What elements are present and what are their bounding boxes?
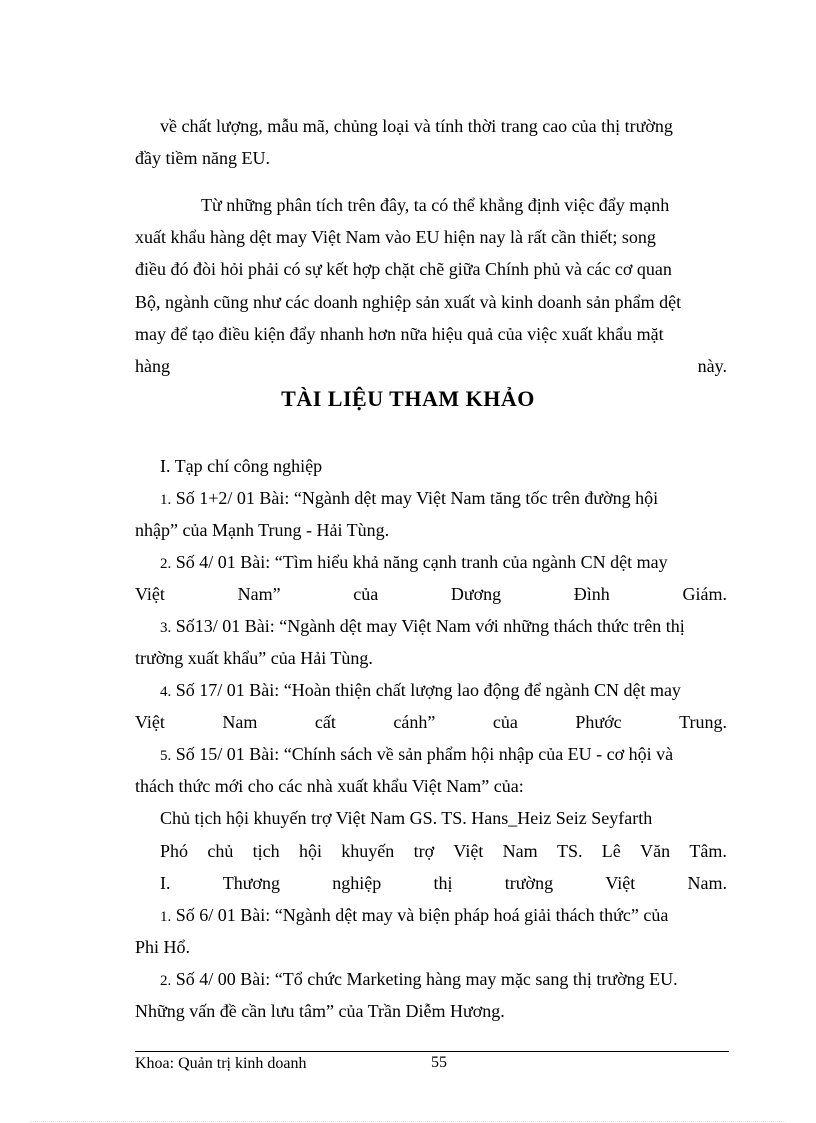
reference-item-line: thách thức mới cho các nhà xuất khẩu Việt Nam” của:	[135, 776, 524, 796]
item-number: 2.	[160, 973, 172, 989]
item-number: 5.	[160, 748, 172, 764]
item-text: Số 1+2/ 01 Bài: “Ngành dệt may Việt Nam tăng tốc trên đường hội	[175, 488, 659, 508]
paragraph-line: may để tạo điều kiện đẩy nhanh hơn nữa hiệu quả của việc xuất khẩu mặt	[135, 324, 664, 344]
item-text: Số 15/ 01 Bài: “Chính sách về sản phẩm hội nhập của EU - cơ hội và	[175, 744, 674, 764]
item-number: 4.	[160, 684, 172, 700]
item-number: 2.	[160, 556, 172, 572]
word: thị	[433, 873, 453, 893]
word: Trung.	[679, 712, 727, 732]
word: hội	[298, 841, 322, 861]
item-number: 3.	[160, 620, 172, 636]
item-number: 1.	[160, 909, 172, 925]
word: tịch	[252, 841, 280, 861]
word: Văn	[640, 841, 671, 861]
item-number: 1.	[160, 492, 172, 508]
paragraph-line: điều đó đòi hỏi phải có sự kết hợp chặt chẽ giữa Chính phủ và các cơ quan	[135, 259, 672, 279]
paragraph-line: về chất lượng, mẫu mã, chủng loại và tính thời trang cao của thị trường	[160, 116, 673, 136]
word: Nam”	[237, 584, 281, 604]
word: Việt	[453, 841, 484, 861]
item-text: Số 4/ 00 Bài: “Tổ chức Marketing hàng may mặc sang thị trường EU.	[175, 969, 678, 989]
reference-item-line: nhập” của Mạnh Trung - Hải Tùng.	[135, 520, 390, 540]
word: của	[353, 584, 379, 604]
word: Việt	[135, 712, 165, 732]
reference-item	[160, 615, 727, 639]
word: Đình	[573, 584, 610, 604]
item-text: Số13/ 01 Bài: “Ngành dệt may Việt Nam với những thách thức trên thị	[175, 616, 685, 636]
references-title: TÀI LIỆU THAM KHẢO	[281, 386, 535, 411]
footer-faculty: Khoa: Quản trị kinh doanh	[135, 1055, 307, 1072]
word: Việt	[605, 873, 636, 893]
reference-item	[160, 487, 727, 511]
word: này.	[697, 356, 727, 376]
reference-item	[160, 968, 727, 992]
word: Phước	[575, 712, 622, 732]
paragraph-line	[135, 355, 727, 377]
word: Nam	[222, 712, 258, 732]
paragraph-line: Bộ, ngành cũng như các doanh nghiệp sản xuất và kinh doanh sản phẩm dệt	[135, 292, 682, 312]
word: Tâm.	[689, 841, 727, 861]
word: nghiệp	[332, 873, 382, 893]
section-heading: I. Tạp chí công nghiệp	[160, 456, 323, 476]
reference-item-line: Phi Hổ.	[135, 937, 191, 957]
paragraph-line: đầy tiềm năng EU.	[135, 148, 270, 168]
word: khuyến	[341, 841, 395, 861]
reference-item	[160, 551, 727, 575]
word: Việt	[135, 584, 165, 604]
reference-item	[160, 743, 727, 767]
word: Nam.	[687, 873, 727, 893]
paragraph-line: Từ những phân tích trên đây, ta có thể khẳng định việc đẩy mạnh	[201, 195, 670, 215]
word: TS.	[556, 841, 583, 861]
page-number: 55	[431, 1054, 447, 1071]
word: Phó	[160, 841, 189, 861]
word: Lê	[601, 841, 621, 861]
word: cánh”	[393, 712, 436, 732]
page-edge-divider	[30, 1121, 786, 1122]
word: chủ	[207, 841, 234, 861]
reference-item-line	[135, 711, 727, 733]
word: Dương	[450, 584, 502, 604]
word: Thương	[222, 873, 281, 893]
reference-item	[160, 679, 727, 703]
word: trợ	[413, 841, 435, 861]
item-text: Số 6/ 01 Bài: “Ngành dệt may và biện pháp hoá giải thách thức” của	[175, 905, 669, 925]
author-line	[160, 840, 727, 862]
reference-item-line	[135, 583, 727, 605]
reference-item-line: Những vấn đề cần lưu tâm” của Trần Diễm Hương.	[135, 1001, 505, 1021]
author-line: Chủ tịch hội khuyến trợ Việt Nam GS. TS. Hans_Heiz Seiz Seyfarth	[160, 808, 653, 828]
footer-rule	[135, 1051, 729, 1052]
word: I.	[160, 873, 171, 893]
word: trường	[504, 873, 554, 893]
word: cất	[314, 712, 336, 732]
section-heading	[160, 872, 727, 894]
paragraph-line: xuất khẩu hàng dệt may Việt Nam vào EU hiện nay là rất cần thiết; song	[135, 227, 656, 247]
reference-item-line: trường xuất khẩu” của Hải Tùng.	[135, 648, 373, 668]
word: Nam	[502, 841, 538, 861]
item-text: Số 17/ 01 Bài: “Hoàn thiện chất lượng lao động để ngành CN dệt may	[175, 680, 681, 700]
word: Giám.	[682, 584, 727, 604]
word: của	[492, 712, 518, 732]
reference-item	[160, 904, 727, 928]
word: hàng	[135, 356, 170, 376]
item-text: Số 4/ 01 Bài: “Tìm hiểu khả năng cạnh tranh của ngành CN dệt may	[175, 552, 668, 572]
